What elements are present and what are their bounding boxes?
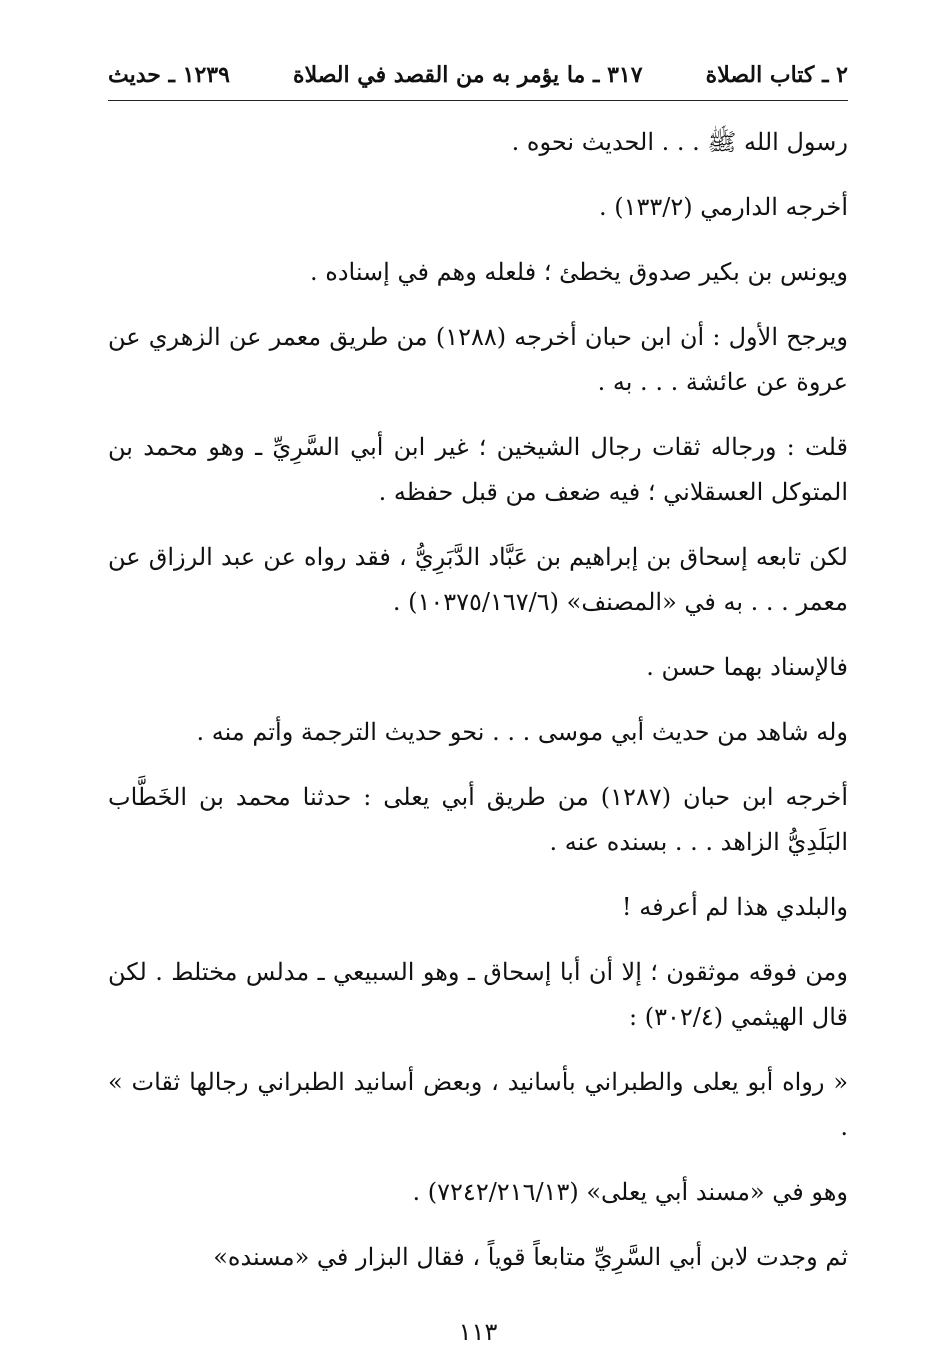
paragraph: وهو في «مسند أبي يعلى» (٧٢٤٢/٢١٦/١٣) .	[412, 1178, 848, 1206]
page-number: ١١٣	[458, 1318, 498, 1346]
paragraph: لكن تابعه إسحاق بن إبراهيم بن عَبَّاد الدَّبَرِيُّ ، فقد رواه عن عبد الرزاق عن معمر . . . به في «المصنف» (١٠٣٧٥/١٦٧/٦) .	[108, 543, 848, 616]
paragraph: والبلدي هذا لم أعرفه !	[621, 893, 848, 921]
book-page	[108, 56, 848, 1346]
quote-paragraph: « رواه أبو يعلى والطبراني بأسانيد ، وبعض أسانيد الطبراني رجالها ثقات » .	[108, 1068, 848, 1141]
paragraph: ويونس بن بكير صدوق يخطئ ؛ فلعله وهم في إسناده .	[309, 258, 848, 286]
running-header	[108, 56, 848, 94]
header-book-title: ٢ ـ كتاب الصلاة	[705, 62, 848, 88]
paragraph: فالإسناد بهما حسن .	[646, 653, 848, 681]
header-divider	[108, 100, 848, 101]
paragraph: ثم وجدت لابن أبي السَّرِيِّ متابعاً قوياً ، فقال البزار في «مسنده»	[213, 1243, 848, 1271]
paragraph: أخرجه ابن حبان (١٢٨٧) من طريق أبي يعلى : حدثنا محمد بن الخَطَّاب البَلَدِيُّ الزاهد . . . بسنده عنه .	[108, 783, 848, 856]
paragraph: رسول الله ﷺ . . . الحديث نحوه .	[511, 128, 848, 156]
paragraph: أخرجه الدارمي (١٣٣/٢) .	[598, 193, 848, 221]
header-hadith-number: ١٢٣٩ ـ حديث	[108, 62, 230, 88]
body-text	[108, 120, 848, 1300]
paragraph: قلت : ورجاله ثقات رجال الشيخين ؛ غير ابن أبي السَّرِيِّ ـ وهو محمد بن المتوكل العسقلاني ؛ فيه ضعف من قبل حفظه .	[108, 433, 848, 506]
header-chapter-title: ٣١٧ ـ ما يؤمر به من القصد في الصلاة	[293, 62, 643, 88]
paragraph: ويرجح الأول : أن ابن حبان أخرجه (١٢٨٨) من طريق معمر عن الزهري عن عروة عن عائشة . . . به .	[108, 323, 849, 396]
paragraph: وله شاهد من حديث أبي موسى . . . نحو حديث الترجمة وأتم منه .	[196, 718, 848, 746]
paragraph: ومن فوقه موثقون ؛ إلا أن أبا إسحاق ـ وهو السبيعي ـ مدلس مختلط . لكن قال الهيثمي (٣٠٢/٤) :	[108, 958, 848, 1031]
